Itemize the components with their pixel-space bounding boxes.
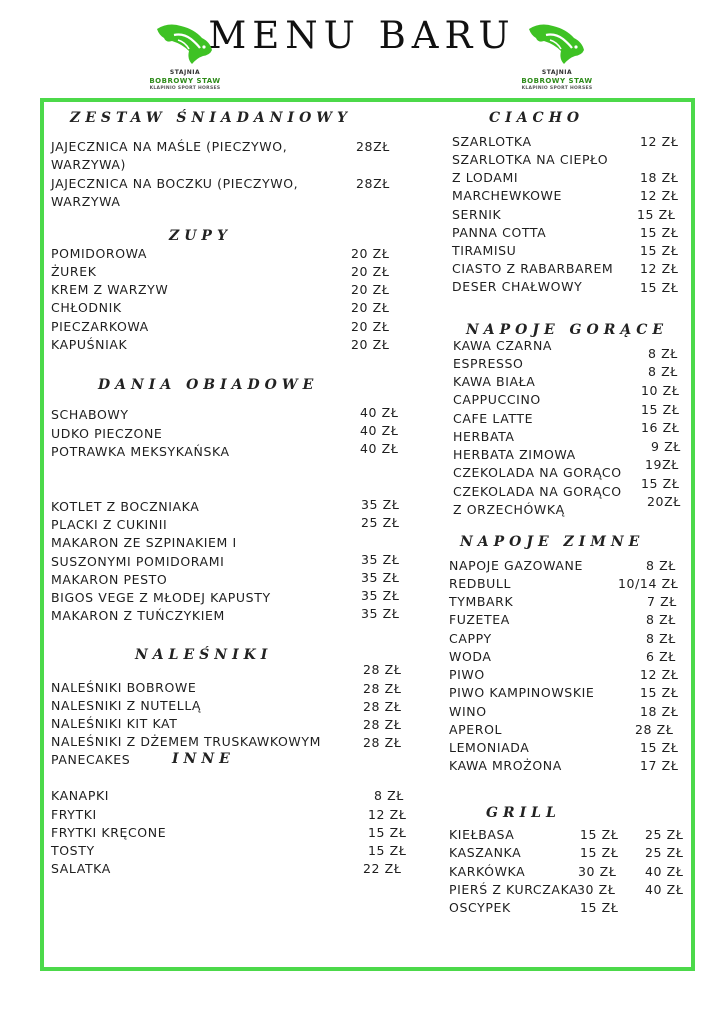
logo-tagline-text: KLAPINIO SPORT HORSES <box>521 86 593 91</box>
menu-item-price: 15 ZŁ <box>580 827 619 842</box>
menu-item-name: NALESNIKI Z NUTELLĄ <box>51 698 202 713</box>
menu-item-name: NALEŚNIKI KIT KAT <box>51 716 178 731</box>
menu-item-price: 8 ZŁ <box>646 612 676 627</box>
menu-item-price: 15 ZŁ <box>641 402 680 417</box>
menu-item-name: ŻUREK <box>51 264 97 279</box>
menu-item-name: KREM Z WARZYW <box>51 282 169 297</box>
menu-item-price: 25 ZŁ <box>361 515 400 530</box>
menu-item-name: WARZYWA <box>51 194 121 209</box>
menu-item-name: KAWA CZARNA <box>453 338 553 353</box>
menu-item-price: 8 ZŁ <box>646 631 676 646</box>
menu-item-name: NAPOJE GAZOWANE <box>449 558 583 573</box>
menu-item-price: 15 ZŁ <box>641 476 680 491</box>
menu-item-price: 40 ZŁ <box>360 441 399 456</box>
menu-item-name: HERBATA <box>453 429 515 444</box>
menu-item-name: PIECZARKOWA <box>51 319 149 334</box>
menu-item-name: MAKARON PESTO <box>51 572 168 587</box>
menu-item-price: 15 ZŁ <box>640 243 679 258</box>
menu-item-price: 8 ZŁ <box>374 788 404 803</box>
logo-tagline-text: KLAPINIO SPORT HORSES <box>149 86 221 91</box>
menu-item-name: MARCHEWKOWE <box>452 188 562 203</box>
menu-item-name: LEMONIADA <box>449 740 530 755</box>
menu-item-name: REDBULL <box>449 576 512 591</box>
menu-item-price: 22 ZŁ <box>363 861 402 876</box>
menu-item-price: 40 ZŁ <box>645 864 684 879</box>
menu-item-name: MAKARON Z TUŃCZYKIEM <box>51 608 225 623</box>
logo-right <box>502 20 612 96</box>
menu-item-price: 15 ZŁ <box>637 207 676 222</box>
menu-item-name: KANAPKI <box>51 788 110 803</box>
menu-item-price: 10 ZŁ <box>641 383 680 398</box>
menu-item-name: FRYTKI <box>51 807 97 822</box>
menu-item-price: 8 ZŁ <box>646 558 676 573</box>
menu-item-price: 12 ZŁ <box>640 188 679 203</box>
logo-stajnia-text: STAJNIA <box>169 69 201 76</box>
menu-item-name: KOTLET Z BOCZNIAKA <box>51 499 200 514</box>
logo-stajnia-text: STAJNIA <box>541 69 573 76</box>
heading-ciacho: CIACHO <box>489 110 585 126</box>
menu-item-name: PIWO <box>449 667 485 682</box>
menu-item-name: PLACKI Z CUKINII <box>51 517 168 532</box>
menu-item-name: TIRAMISU <box>452 243 517 258</box>
menu-item-name: FUZETEA <box>449 612 510 627</box>
menu-item-price: 12 ZŁ <box>640 667 679 682</box>
menu-item-name: CAPPUCCINO <box>453 392 541 407</box>
logo-brand-text: BOBROWY STAW <box>149 77 221 85</box>
menu-item-price: 18 ZŁ <box>640 704 679 719</box>
menu-item-name: UDKO PIECZONE <box>51 426 163 441</box>
heading-napoje-zimne: NAPOJE ZIMNE <box>460 534 645 550</box>
menu-item-name: SERNIK <box>452 207 502 222</box>
horse-logo-icon <box>526 20 588 66</box>
heading-zupy: ZUPY <box>169 228 232 244</box>
menu-item-price: 12 ZŁ <box>640 134 679 149</box>
menu-item-name: PANECAKES <box>51 752 131 767</box>
menu-item-name: KARKÓWKA <box>449 864 526 879</box>
logo-brand-text: BOBROWY STAW <box>521 77 593 85</box>
menu-item-price: 35 ZŁ <box>361 588 400 603</box>
menu-item-price: 35 ZŁ <box>361 552 400 567</box>
menu-item-name: POMIDOROWA <box>51 246 148 261</box>
menu-item-price: 20ZŁ <box>647 494 681 509</box>
menu-item-name: APEROL <box>449 722 503 737</box>
menu-item-name: JAJECZNICA NA MAŚLE (PIECZYWO, <box>51 139 288 154</box>
menu-item-name: Z LODAMI <box>452 170 519 185</box>
menu-item-price: 28ZŁ <box>356 139 390 154</box>
menu-item-price: 28ZŁ <box>356 176 390 191</box>
menu-item-price: 28 ZŁ <box>363 681 402 696</box>
menu-item-name: KAWA MROŻONA <box>449 758 562 773</box>
menu-item-price: 25 ZŁ <box>645 845 684 860</box>
menu-item-name: CAFE LATTE <box>453 411 534 426</box>
menu-item-name: HERBATA ZIMOWA <box>453 447 576 462</box>
menu-item-name: SUSZONYMI POMIDORAMI <box>51 554 225 569</box>
menu-item-name: CAPPY <box>449 631 492 646</box>
menu-item-price: 15 ZŁ <box>640 280 679 295</box>
menu-item-price: 30 ZŁ <box>578 864 617 879</box>
menu-item-name: PIWO KAMPINOWSKIE <box>449 685 595 700</box>
menu-item-price: 15 ZŁ <box>368 825 407 840</box>
menu-item-price: 9 ZŁ <box>651 439 681 454</box>
menu-item-name: TOSTY <box>51 843 95 858</box>
heading-dania: DANIA OBIADOWE <box>98 377 319 393</box>
menu-item-name: SZARLOTKA <box>452 134 532 149</box>
menu-title: MENU BARU <box>208 14 516 57</box>
menu-item-name: KAWA BIAŁA <box>453 374 536 389</box>
menu-item-price: 15 ZŁ <box>580 900 619 915</box>
menu-item-price: 12 ZŁ <box>368 807 407 822</box>
menu-item-name: BIGOS VEGE Z MŁODEJ KAPUSTY <box>51 590 271 605</box>
menu-item-price: 15 ZŁ <box>580 845 619 860</box>
menu-item-price: 40 ZŁ <box>360 423 399 438</box>
logo-left <box>130 20 240 96</box>
menu-item-name: SCHABOWY <box>51 407 129 422</box>
menu-item-price: 15 ZŁ <box>368 843 407 858</box>
menu-item-price: 12 ZŁ <box>640 261 679 276</box>
menu-item-price: 18 ZŁ <box>640 170 679 185</box>
menu-item-price: 10/14 ZŁ <box>618 576 679 591</box>
menu-item-name: NALEŚNIKI BOBROWE <box>51 680 197 695</box>
heading-zestaw: ZESTAW ŚNIADANIOWY <box>70 110 352 126</box>
menu-item-price: 25 ZŁ <box>645 827 684 842</box>
menu-item-price: 15 ZŁ <box>640 740 679 755</box>
menu-item-price: 28 ZŁ <box>363 735 402 750</box>
menu-item-name: KIEŁBASA <box>449 827 515 842</box>
menu-item-price: 28 ZŁ <box>635 722 674 737</box>
menu-item-name: Z ORZECHÓWKĄ <box>453 502 565 517</box>
menu-item-name: SZARLOTKA NA CIEPŁO <box>452 152 609 167</box>
menu-item-price: 40 ZŁ <box>645 882 684 897</box>
menu-item-price: 16 ZŁ <box>641 420 680 435</box>
heading-inne: INNE <box>172 751 235 767</box>
menu-item-price: 8 ZŁ <box>648 346 678 361</box>
menu-item-price: 17 ZŁ <box>640 758 679 773</box>
menu-item-name: POTRAWKA MEKSYKAŃSKA <box>51 444 230 459</box>
menu-item-price: 35 ZŁ <box>361 606 400 621</box>
menu-item-price: 20 ZŁ <box>351 246 390 261</box>
menu-item-name: TYMBARK <box>449 594 514 609</box>
menu-item-name: KASZANKA <box>449 845 522 860</box>
menu-item-name: KAPUŚNIAK <box>51 337 128 352</box>
horse-logo-icon <box>154 20 216 66</box>
menu-item-name: PIERŚ Z KURCZAKA <box>449 882 579 897</box>
menu-item-name: WODA <box>449 649 492 664</box>
heading-grill: GRILL <box>486 805 561 821</box>
menu-item-price: 8 ZŁ <box>648 364 678 379</box>
menu-item-name: CHŁODNIK <box>51 300 122 315</box>
menu-item-price: 15 ZŁ <box>640 685 679 700</box>
menu-item-price: 35 ZŁ <box>361 497 400 512</box>
menu-item-name: FRYTKI KRĘCONE <box>51 825 167 840</box>
menu-item-price: 40 ZŁ <box>360 405 399 420</box>
menu-item-price: 6 ZŁ <box>646 649 676 664</box>
menu-item-price: 30 ZŁ <box>577 882 616 897</box>
menu-item-name: CZEKOLADA NA GORĄCO <box>453 484 622 499</box>
menu-item-price: 15 ZŁ <box>640 225 679 240</box>
menu-item-price: 7 ZŁ <box>647 594 677 609</box>
menu-item-price: 35 ZŁ <box>361 570 400 585</box>
menu-item-name: JAJECZNICA NA BOCZKU (PIECZYWO, <box>51 176 299 191</box>
menu-item-price: 28 ZŁ <box>363 717 402 732</box>
menu-item-name: ESPRESSO <box>453 356 524 371</box>
menu-item-price: 20 ZŁ <box>351 282 390 297</box>
menu-item-price: 19ZŁ <box>645 457 679 472</box>
menu-item-name: PANNA COTTA <box>452 225 547 240</box>
menu-item-price: 20 ZŁ <box>351 264 390 279</box>
menu-item-name: NALEŚNIKI Z DŻEMEM TRUSKAWKOWYM <box>51 734 321 749</box>
heading-napoje-gorace: NAPOJE GORĄCE <box>466 322 669 338</box>
menu-item-name: WARZYWA) <box>51 157 127 172</box>
menu-item-name: CIASTO Z RABARBAREM <box>452 261 614 276</box>
menu-item-name: CZEKOLADA NA GORĄCO <box>453 465 622 480</box>
menu-item-price: 20 ZŁ <box>351 337 390 352</box>
menu-item-price: 20 ZŁ <box>351 300 390 315</box>
menu-item-price: 20 ZŁ <box>351 319 390 334</box>
menu-item-name: SALATKA <box>51 861 111 876</box>
menu-item-name: WINO <box>449 704 487 719</box>
heading-nalesniki: NALEŚNIKI <box>135 647 273 663</box>
menu-item-price: 28 ZŁ <box>363 662 402 677</box>
menu-item-name: OSCYPEK <box>449 900 511 915</box>
menu-item-price: 28 ZŁ <box>363 699 402 714</box>
menu-item-name: MAKARON ZE SZPINAKIEM I <box>51 535 237 550</box>
menu-item-name: DESER CHAŁWOWY <box>452 279 583 294</box>
